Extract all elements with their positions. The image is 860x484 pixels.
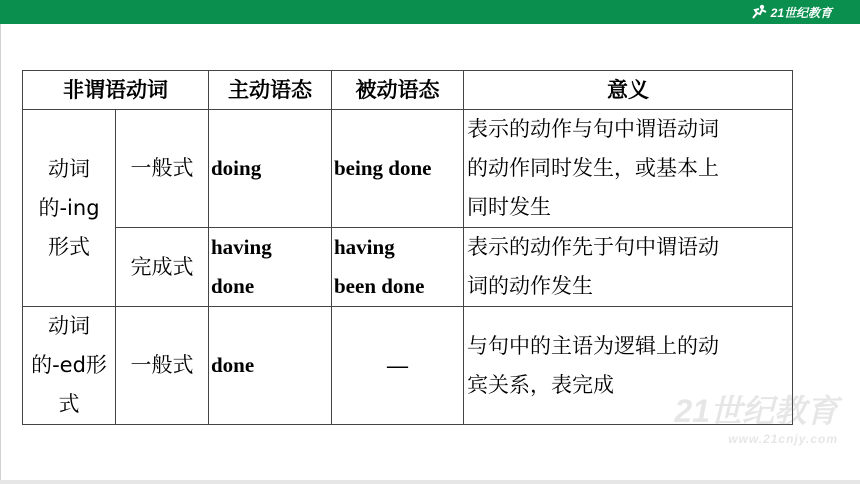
table-header-row (23, 71, 793, 110)
active-cell: done (209, 307, 332, 425)
meaning-cell: 与句中的主语为逻辑上的动 宾关系，表完成 (464, 307, 793, 425)
header-cell: 意义 (464, 71, 793, 110)
header-cell: 被动语态 (332, 71, 464, 110)
watermark: 21世纪教育 www.21cnjy.com (674, 393, 838, 446)
logo-text: 21世纪教育 (770, 5, 832, 20)
runner-icon (750, 4, 768, 20)
active-cell: having done (209, 228, 332, 307)
nonfinite-verb-table (22, 70, 793, 425)
group-cell-ing: 动词 的-ing 形式 (23, 110, 116, 307)
form-cell: 一般式 (116, 307, 209, 425)
table-row (23, 110, 793, 228)
brand-logo (750, 2, 832, 22)
passive-cell: being done (332, 110, 464, 228)
passive-cell: — (332, 307, 464, 425)
header-cell: 主动语态 (209, 71, 332, 110)
active-cell: doing (209, 110, 332, 228)
header-cell: 非谓语动词 (23, 71, 209, 110)
group-cell-ed: 动词 的-ed形 式 (23, 307, 116, 425)
bottom-border (0, 480, 860, 484)
meaning-cell: 表示的动作先于句中谓语动 词的动作发生 (464, 228, 793, 307)
form-cell: 一般式 (116, 110, 209, 228)
table-row (23, 228, 793, 307)
meaning-cell: 表示的动作与句中谓语动词 的动作同时发生，或基本上 同时发生 (464, 110, 793, 228)
form-cell: 完成式 (116, 228, 209, 307)
passive-cell: having been done (332, 228, 464, 307)
top-banner (0, 0, 860, 24)
